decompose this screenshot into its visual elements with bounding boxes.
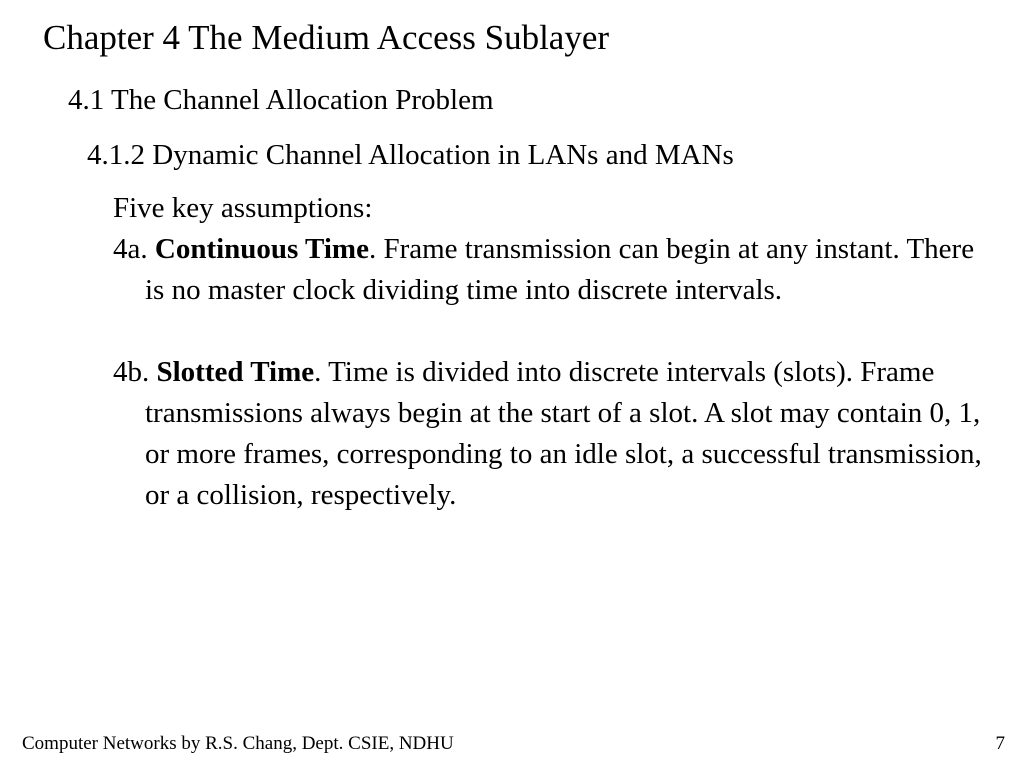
- footer-credit: Computer Networks by R.S. Chang, Dept. CSIE, NDHU: [22, 733, 454, 754]
- assumption-continuous-time: [113, 229, 993, 311]
- assumption-term: Continuous Time: [154, 233, 369, 265]
- subsection-title: 4.1.2 Dynamic Channel Allocation in LANs and MANs: [87, 139, 734, 171]
- assumption-text: . Time is divided into discrete intervals (slots). Frame transmissions always begin at the start of a slot. A slot may contain 0, 1, or more frames, corresponding to an idle slot, a successful transmission, or a collision, respectively.: [145, 356, 982, 511]
- assumption-slotted-time: [113, 352, 993, 516]
- assumptions-intro: Five key assumptions:: [113, 192, 373, 224]
- assumption-label: 4a.: [113, 233, 155, 265]
- chapter-title: Chapter 4 The Medium Access Sublayer: [43, 18, 610, 57]
- page-number: 7: [995, 733, 1005, 754]
- assumption-term: Slotted Time: [156, 356, 315, 388]
- assumption-text: . Frame transmission can begin at any instant. There is no master clock dividing time into discrete intervals.: [145, 233, 975, 306]
- assumption-label: 4b.: [113, 356, 157, 388]
- slide-body: [113, 188, 993, 516]
- section-title: 4.1 The Channel Allocation Problem: [68, 84, 494, 116]
